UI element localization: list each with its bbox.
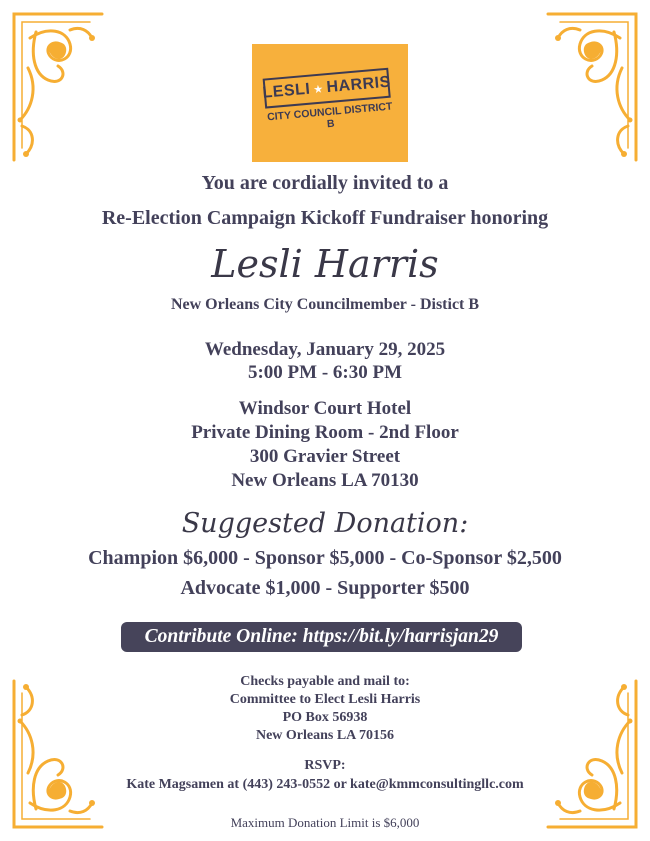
event-date: Wednesday, January 29, 2025: [204, 339, 446, 360]
venue-name: Windsor Court Hotel: [238, 398, 412, 419]
star-icon: ★: [312, 82, 325, 96]
corner-flourish-top-left-icon: [8, 8, 108, 168]
venue-city: New Orleans LA 70130: [231, 470, 419, 491]
honoree-title: New Orleans City Councilmember - Distict B: [170, 296, 480, 313]
logo-last-name: HARRIS: [325, 73, 392, 97]
invitation-line-1: You are cordially invited to a: [201, 172, 449, 194]
checks-heading: Checks payable and mail to:: [240, 674, 410, 689]
donation-heading: Suggested Donation:: [181, 508, 469, 539]
donation-tiers-line-2: Advocate $1,000 - Supporter $500: [180, 577, 470, 599]
donation-limit-note: Maximum Donation Limit is $6,000: [230, 815, 420, 830]
logo-first-name: LESLI: [261, 80, 312, 102]
corner-flourish-top-right-icon: [542, 8, 642, 168]
contribute-online-link[interactable]: Contribute Online: https://bit.ly/harrisjan29: [121, 622, 522, 652]
honoree-signature: Lesli Harris: [211, 242, 439, 286]
donation-tiers-line-1: Champion $6,000 - Sponsor $5,000 - Co-Sponsor $2,500: [88, 547, 562, 569]
rsvp-heading: RSVP:: [304, 758, 346, 773]
logo-subtitle: CITY COUNCIL DISTRICT B: [266, 100, 393, 131]
invitation-line-2: Re-Election Campaign Kickoff Fundraiser honoring: [101, 207, 549, 229]
venue-street: 300 Gravier Street: [249, 446, 401, 467]
rsvp-contact: Kate Magsamen at (443) 243-0552 or kate@kmmconsultingllc.com: [126, 777, 524, 792]
campaign-logo: [252, 44, 408, 162]
checks-city: New Orleans LA 70156: [255, 728, 395, 743]
logo-frame: [263, 68, 396, 139]
checks-payee: Committee to Elect Lesli Harris: [229, 692, 421, 707]
venue-room: Private Dining Room - 2nd Floor: [191, 422, 459, 443]
checks-po-box: PO Box 56938: [282, 710, 368, 725]
event-time: 5:00 PM - 6:30 PM: [247, 362, 403, 383]
